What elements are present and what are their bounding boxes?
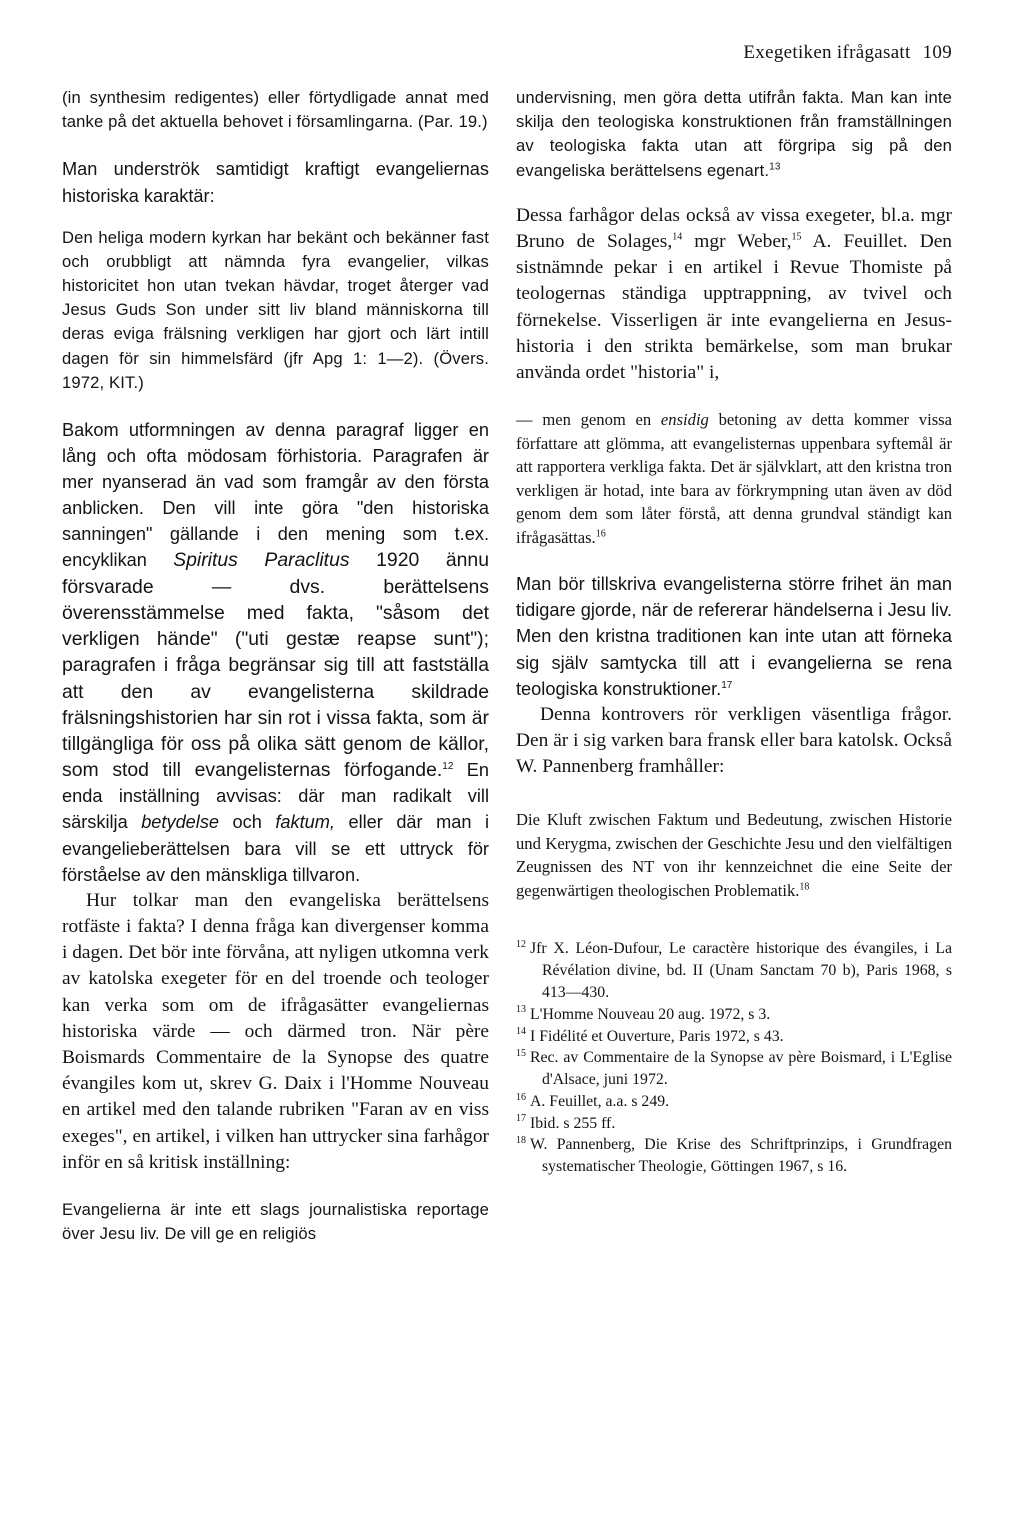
paragraph-3: Hur tolkar man den evangeliska berättelsens rotfäste i fakta? I denna fråga kan divergenser komma i dagen. Det bör inte förvåna, att nyligen utkomna verk av katolska exegeter för en del troende och teologer kan verka som om de ifrågasätter evangeliernas historiska värde — och därmed tron. När père Boismards Commentaire de la Synopse des quatre évangiles kom ut, skrev G. Daix i l'Homme Nouveau en artikel med den talande rubriken "Faran av en viss exeges", en artikel, i vilken han uttrycker sina farhågor inför en så kritisk inställning: xyxy=(62,889,490,1173)
footnote-17: $^{17}$ Ibid. s 255 ff. xyxy=(516,1113,616,1132)
paragraph-1: Man underströk samtidigt kraftigt evangeliernas historiska karaktär: xyxy=(62,159,489,206)
footnote-ref: 17 xyxy=(721,679,733,691)
footnote-ref: 14 xyxy=(672,231,683,243)
paragraph-5: Man bör tillskriva evangelisterna större frihet än man tidigare gjorde, när de refererar händelserna i Jesu liv. Men den kristna traditionen kan inte utan att förneka sig själv samtycka till att i evangelierna se rena teologiska konstruktioner.$^{17}$ xyxy=(516,574,952,699)
footnote-ref: 13 xyxy=(769,161,781,173)
page-number: 109 xyxy=(922,42,952,63)
quote-block-5: — men genom en ensidig betoning av detta kommer vissa författare att glömma, att evangelisternas uppenbara syftemål är att rapportera verkliga fakta. Det är självklart, att den kristna tron verkligen är hotad, inte bara av förkrympning utan även av död genom dem som låter förstå, att denna grundval ständigt kan ifrågasättas.$^{16}$ xyxy=(516,410,952,547)
running-header xyxy=(743,42,952,64)
paragraph-6: Denna kontrovers rör verkligen väsentliga frågor. Den är i sig varken bara fransk eller bara katolsk. Också W. Pannenberg framhåller: xyxy=(516,703,952,778)
footnote-12: $^{12}$ Jfr X. Léon-Dufour, Le caractère historique des évangiles, i La Révélation divine, bd. II (Unam Sanctam 70 b), Paris 1968, s 413—430. xyxy=(516,939,952,1001)
quote-block-3: Evangelierna är inte ett slags journalistiska reportage över Jesu liv. De vill ge en religiös xyxy=(62,1199,489,1244)
paragraph-2: Bakom utformningen av denna paragraf ligger en lång och ofta mödosam förhistoria. Paragrafen är mer nyanserad än vad som framgår av den första anblicken. Den vill inte göra "den historiska sanningen" gällande i den mening som t.ex. encyklikan Spiritus Paraclitus 1920 ännu försvarade — dvs. berättelsens överensstämmelse med fakta, "såsom det verkligen hände" ("uti gestæ reapse sunt"); paragrafen i fråga begränsar sig till att fastställa att den av evangelisterna skildrade frälsningshistorien har sin rot i vissa fakta, som är tillgängliga för oss på olika sätt genom de källor, som stod till evangelisternas förfogande.$^{12}$ En enda inställning avvisas: där man radikalt vill särskilja betydelse och faktum, eller där man i evangelieberättelsen bara vill se ett uttryck för förståelse av den mänskliga tillvaron. xyxy=(62,420,489,885)
quote-block-4: undervisning, men göra detta utifrån fakta. Man kan inte skilja den teologiska konstruktionen från framställningen av teologiska fakta utan att förgripa sig på den evangeliska berättelsens egenart.$^{13}$ xyxy=(516,88,952,180)
footnote-ref: 15 xyxy=(791,231,802,243)
footnote-13: $^{13}$ L'Homme Nouveau 20 aug. 1972, s 3. xyxy=(516,1004,771,1023)
footnote-14: $^{14}$ I Fidélité et Ouverture, Paris 1972, s 43. xyxy=(516,1026,784,1045)
footnote-ref: 18 xyxy=(799,881,810,893)
footnote-15: $^{15}$ Rec. av Commentaire de la Synopse av père Boismard, i L'Eglise d'Alsace, juni 1972. xyxy=(516,1048,952,1089)
quote-block-1: (in synthesim redigentes) eller förtydligade annat med tanke på det aktuella behovet i församlingarna. (Par. 19.) xyxy=(62,88,489,132)
footnote-16: $^{16}$ A. Feuillet, a.a. s 249. xyxy=(516,1091,670,1110)
left-column xyxy=(62,86,489,1246)
quote-block-6: Die Kluft zwischen Faktum und Bedeutung, zwischen Historie und Kerygma, zwischen der Geschichte Jesu und den vielfältigen Zeugnissen des NT von ihr kennzeichnet die eine Seite der gegenwärtigen theologischen Problematik.$^{18}$ xyxy=(516,810,952,900)
quote-block-2: Den heliga modern kyrkan har bekänt och bekänner fast och orubbligt att nämnda fyra evangelier, vilkas historicitet hon utan tvekan hävdar, troget återger vad Jesus Guds Son under sitt liv bland människorna till deras eviga frälsning verkligen har gjort och lärt intill dagen för sin himmelsfärd (jfr Apg 1: 1—2). (Övers. 1972, KIT.) xyxy=(62,227,489,392)
footnote-ref: 16 xyxy=(595,528,606,540)
right-column xyxy=(516,86,952,1178)
paragraph-4: Dessa farhågor delas också av vissa exegeter, bl.a. mgr Bruno de Solages,$^{14}$ mgr Weber,$^{15}$ A. Feuillet. Den sistnämnde pekar i en artikel i Revue Thomiste på teologernas ständiga upptrappning, av tvivel och förnekelse. Visserligen är inte evangelierna en Jesus-historia i den strikta bemärkelse, som man brukar använda ordet "historia" i, xyxy=(516,204,952,384)
italic-title: Spiritus Paraclitus xyxy=(173,549,350,572)
footnotes xyxy=(516,938,952,1178)
running-title: Exegetiken ifrågasatt xyxy=(743,42,911,63)
footnote-ref: 12 xyxy=(442,761,454,773)
footnote-18: $^{18}$ W. Pannenberg, Die Krise des Schriftprinzips, i Grundfragen systematischer Theologie, Göttingen 1967, s 16. xyxy=(516,1135,952,1176)
